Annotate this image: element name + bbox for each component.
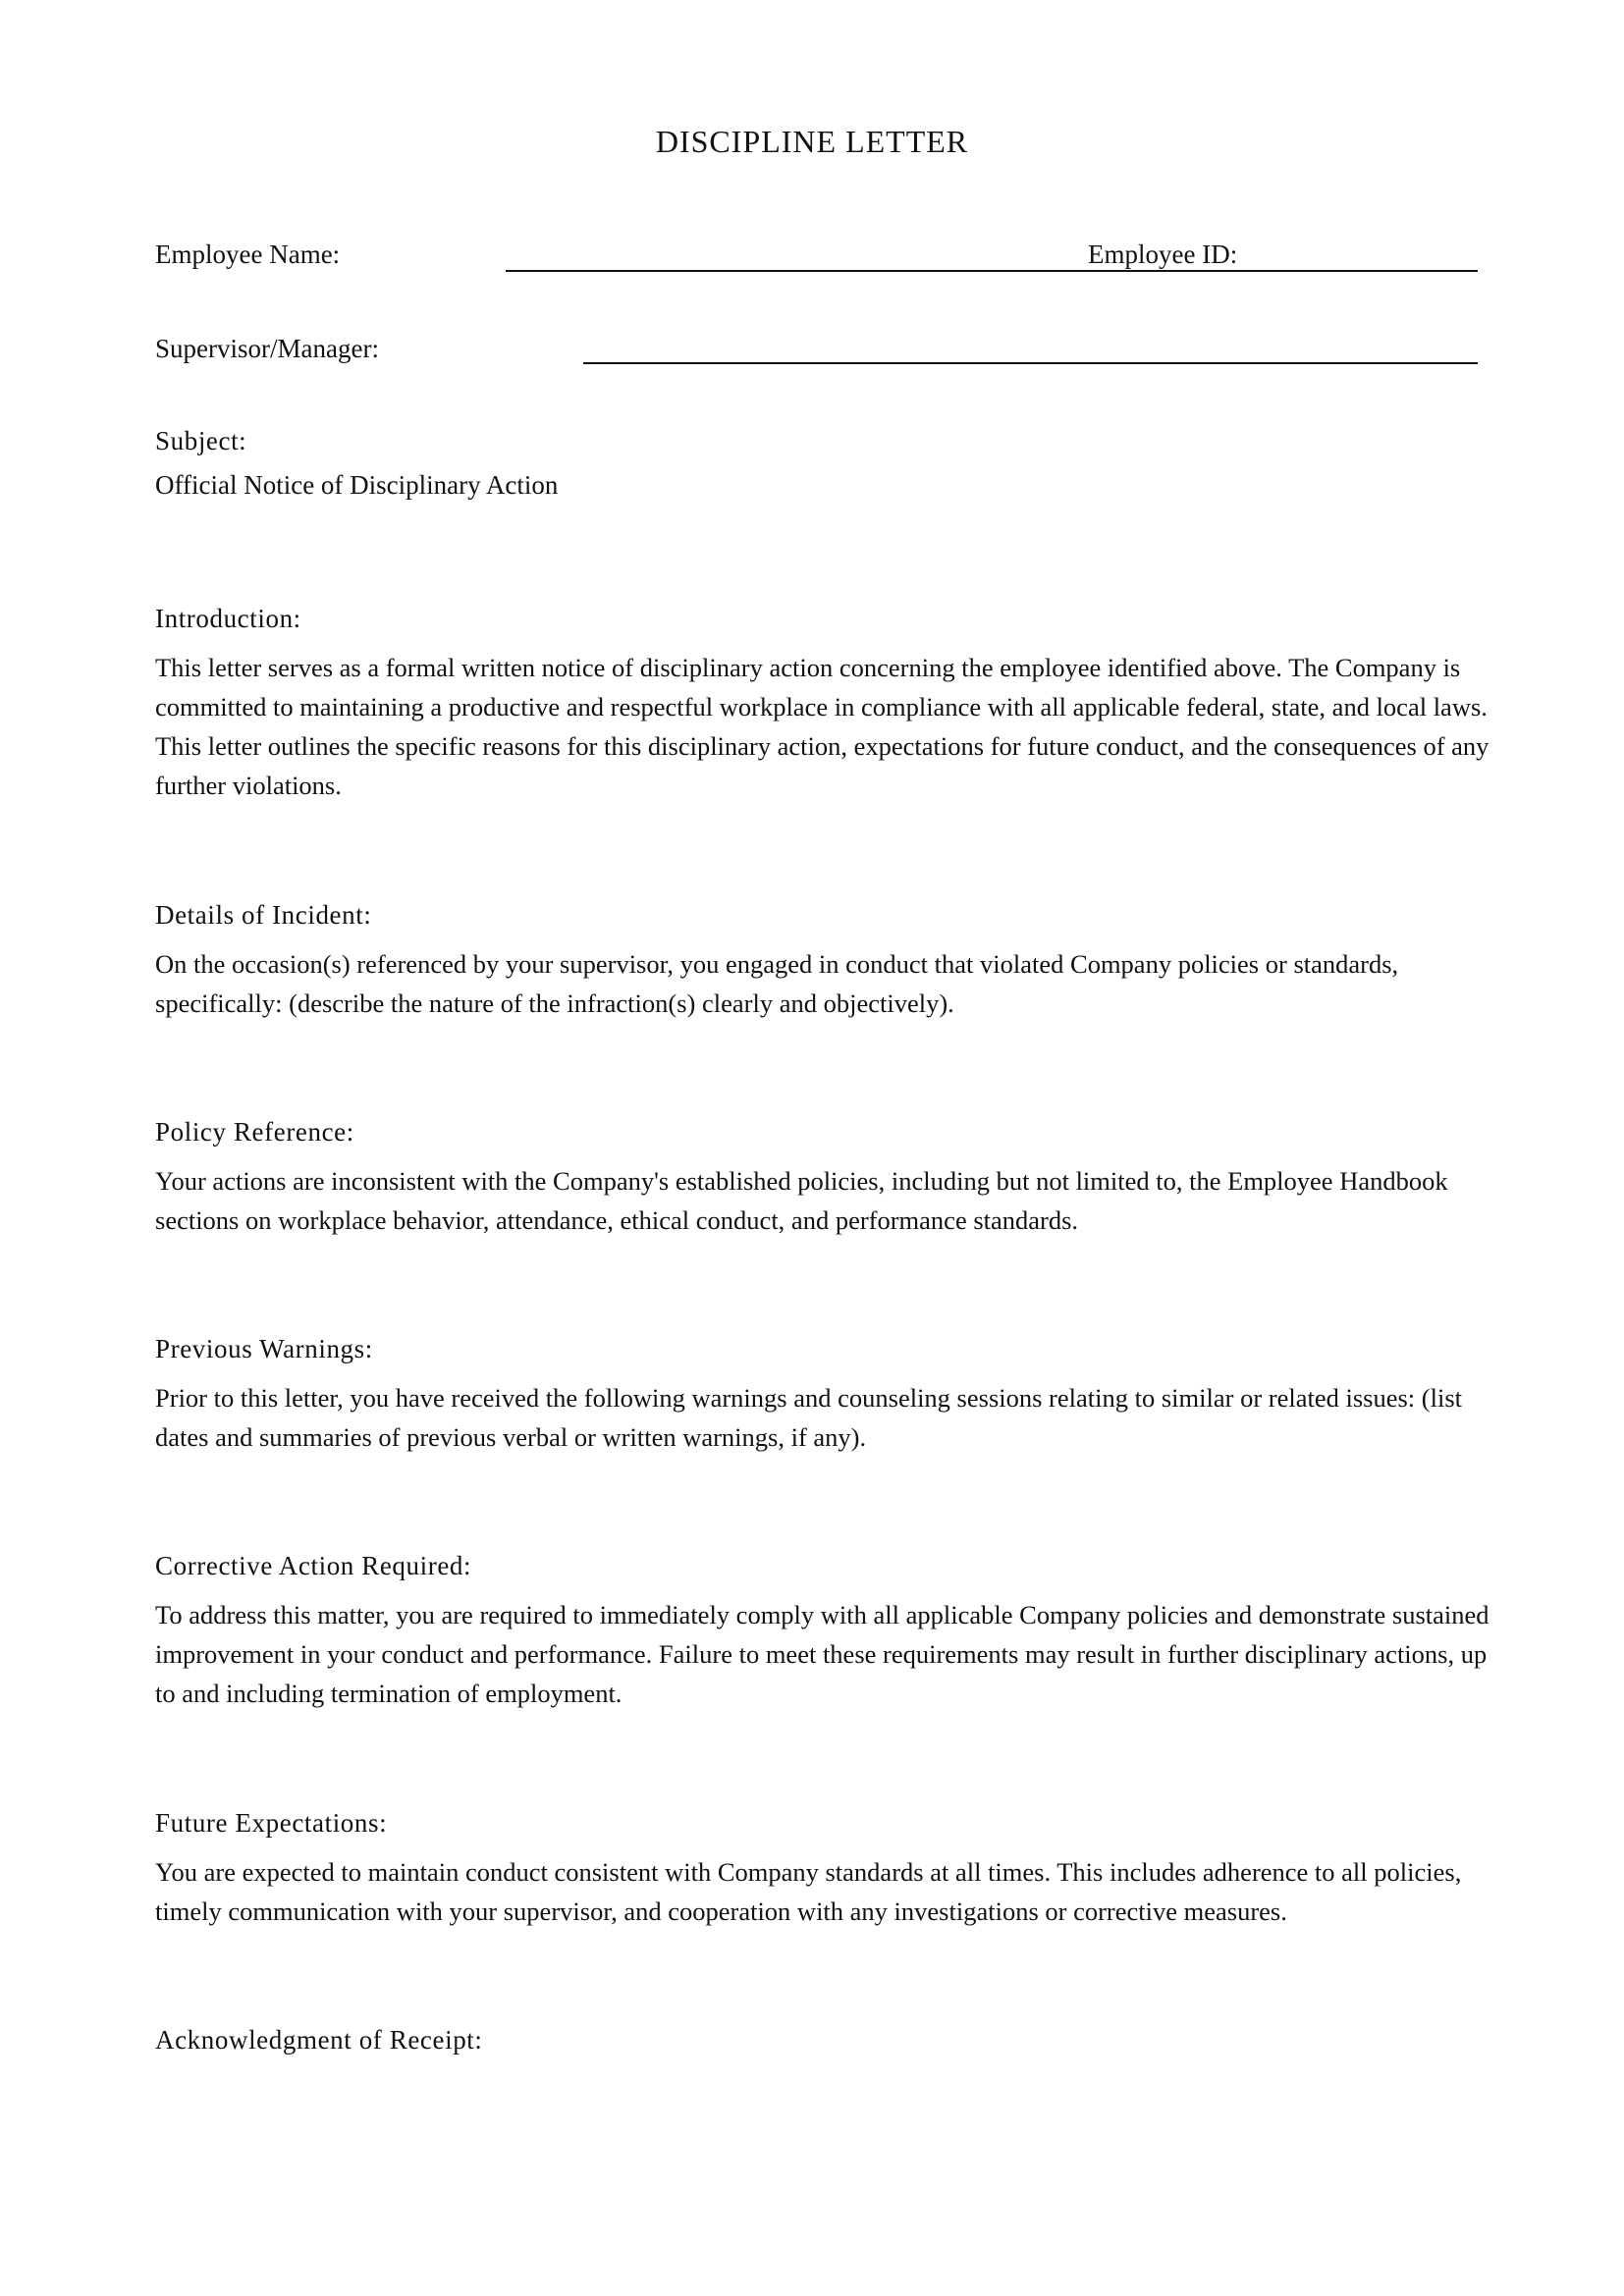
section-heading: Acknowledgment of Receipt: — [155, 2025, 483, 2055]
section-body: This letter serves as a formal written notice of disciplinary action concerning the employee identified above. The Company is committed to maintaining a productive and respectful workplace in compliance with all applicable federal, state, and local laws. This letter outlines the specific reasons for this disciplinary action, expectations for future conduct, and the consequences of any further violations. — [155, 653, 1489, 800]
section-heading: Policy Reference: — [155, 1117, 354, 1147]
section-body: Your actions are inconsistent with the Company's established policies, including but not limited to, the Employee Handbook sections on workplace behavior, attendance, ethical conduct, and performance standards. — [155, 1166, 1448, 1235]
section-acknowledgment — [155, 2025, 1490, 2069]
supervisor-label: Supervisor/Manager: — [155, 334, 379, 363]
section-body: To address this matter, you are required to immediately comply with all applicable Company policies and demonstrate sustained improvement in your conduct and performance. Failure to meet these requirements may result in further disciplinary actions, up to and including termination of employment. — [155, 1600, 1489, 1708]
section-corrective-action — [155, 1551, 1490, 1713]
section-heading: Corrective Action Required: — [155, 1551, 472, 1580]
document-title: DISCIPLINE LETTER — [655, 124, 969, 159]
section-body: You are expected to maintain conduct consistent with Company standards at all times. This includes adherence to all policies, timely communication with your supervisor, and cooperation with any investigations or corrective measures. — [155, 1857, 1462, 1926]
section-future-expectations — [155, 1808, 1490, 1931]
section-introduction — [155, 604, 1490, 805]
employee-name-line[interactable] — [506, 270, 1478, 272]
subject-section — [155, 426, 1490, 501]
section-heading: Previous Warnings: — [155, 1334, 373, 1363]
section-heading: Introduction: — [155, 604, 301, 633]
employee-id-label: Employee ID: — [1088, 240, 1238, 269]
section-heading: Future Expectations: — [155, 1808, 388, 1838]
supervisor-line[interactable] — [583, 362, 1478, 364]
subject-value: Official Notice of Disciplinary Action — [155, 470, 559, 500]
section-previous-warnings — [155, 1334, 1490, 1457]
section-heading: Details of Incident: — [155, 900, 372, 930]
section-policy-reference — [155, 1117, 1490, 1240]
employee-name-label: Employee Name: — [155, 240, 341, 269]
subject-heading: Subject: — [155, 426, 247, 455]
section-body: Prior to this letter, you have received the following warnings and counseling sessions relating to similar or related issues: (list dates and summaries of previous verbal or written warnings, if any). — [155, 1383, 1463, 1452]
section-body: On the occasion(s) referenced by your supervisor, you engaged in conduct that violated Company policies or standards, specifically: (describe the nature of the infraction(s) clearly and objectively). — [155, 949, 1399, 1018]
section-details-of-incident — [155, 900, 1490, 1023]
